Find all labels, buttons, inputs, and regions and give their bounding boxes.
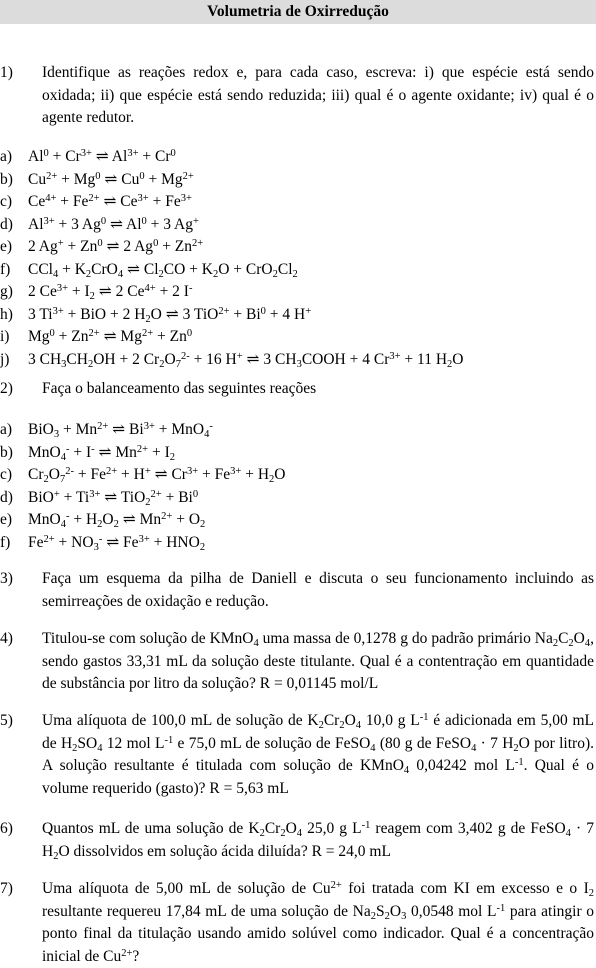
question-text: Identifique as reações redox e, para cada caso, escreva: i) que espécie está sendo oxidada; ii) que espécie está sendo reduzida; iii) qual é o agente oxidante; iv) qual é o agente redutor. — [42, 64, 594, 126]
reaction-equation: $CCl_4 + K_2CrO_4$ ⇌ $Cl_2CO + K_2O + CrO_2Cl_2$ — [28, 260, 298, 280]
document-title: Volumetria de Oxirredução — [0, 0, 596, 24]
reaction-label: a) — [0, 148, 13, 165]
reaction-label: d) — [0, 488, 13, 506]
reaction-item — [0, 304, 596, 327]
question-text: Uma alíquota de 100,0 mL de solução de $K_2Cr_2O_4$ 10,0 g $L^{-1}$ é adicionada em 5,00 mL de $H_2SO_4$ 12 mol $L^{-1}$ e 75,0 mL de solução de FeSO$_4$ (80 g de FeSO$_4$ · 7 $H_2O$ por litro). A solução resultante é titulada com solução de KMnO$_4$ 0,04242 mol $L^{-1}$. Qual é o volume requerido (gasto)? R = 5,63 mL — [42, 712, 594, 797]
reaction-list-1 — [0, 146, 596, 371]
reaction-label: f) — [0, 260, 11, 278]
reaction-label: b) — [0, 443, 13, 461]
reaction-label: j) — [0, 350, 10, 368]
question-number: 5) — [0, 712, 13, 729]
reaction-label: i) — [0, 328, 10, 345]
reaction-equation: MnO$_4$- + I- ⇌ $Mn^{2+} + I_2$ — [28, 443, 175, 463]
question-number: 6) — [0, 820, 13, 837]
reaction-item — [0, 464, 596, 487]
question-text: Titulou-se com solução de KMnO$_4$ uma massa de 0,1278 g do padrão primário $Na_2C_2O_4$, sendo gastos 33,31 mL da solução deste titulante. Qual é a contentração em quantidade de substância por litro da solução? R = 0,01145 mol/L — [42, 630, 594, 692]
reaction-equation: $Ce^{4+} + Fe^{2+}$ ⇌ $Ce^{3+} + Fe^{3+}$ — [28, 193, 192, 210]
reaction-equation: $MnO_4^- + H_2O_2$ ⇌ $Mn^{2+} + O_2$ — [28, 511, 206, 530]
question-text: Uma alíquota de 5,00 mL de solução de $Cu^{2+}$ foi tratada com KI em excesso e o $I_2$ resultante requereu 17,84 mL de uma solução de $Na_2S_2O_3$ 0,0548 mol $L^{-1}$ para atingir o ponto final da titulação usando amido solúvel como indicador. Qual é a concentração inicial de $Cu^{2+}$? — [42, 880, 594, 965]
reaction-item — [0, 532, 596, 555]
reaction-label: g) — [0, 283, 13, 300]
reaction-equation: $BiO_3 + Mn^{2+}$ ⇌ $Bi^{3+} + MnO_4^-$ — [28, 421, 213, 440]
reaction-label: f) — [0, 533, 11, 551]
reaction-item — [0, 214, 596, 237]
reaction-equation: $Fe^{2+} + NO_3^-$ ⇌ $Fe^{3+} + HNO_2$ — [28, 533, 206, 553]
reaction-label: a) — [0, 421, 13, 438]
reaction-equation: 3 $Ti^{3+}$ + BiO + 2 $H_2O$ ⇌ 3 $TiO^{2+} + Bi^0 + 4$ H+ — [28, 305, 312, 325]
reaction-equation: $Al^{3+} + 3$ Ag$^0$ ⇌ $Al^0 + 3$ Ag+ — [28, 215, 199, 233]
reaction-equation: $Al^0 + Cr^{3+}$ ⇌ $Al^{3+} + Cr^0$ — [28, 148, 176, 165]
reaction-label: d) — [0, 215, 13, 233]
reaction-label: c) — [0, 193, 13, 210]
reaction-item — [0, 349, 596, 372]
reaction-label: c) — [0, 466, 13, 483]
reaction-item — [0, 169, 596, 192]
reaction-equation: $Cr_2O_7^{2-} + Fe^{2+} + H^+$ ⇌ $Cr^{3+} + Fe^{3+} + H_2O$ — [28, 466, 286, 485]
question-number: 1) — [0, 64, 13, 81]
reaction-item — [0, 259, 596, 282]
reaction-list-2 — [0, 419, 596, 554]
reaction-label: e) — [0, 511, 13, 528]
question-number: 2) — [0, 380, 13, 397]
question-text: Faça um esquema da pilha de Daniell e discuta o seu funcionamento incluindo as semirreações de oxidação e redução. — [42, 570, 594, 610]
reaction-item — [0, 442, 596, 465]
reaction-item — [0, 191, 596, 214]
reaction-item — [0, 509, 596, 532]
reaction-item — [0, 146, 596, 169]
question-text: Quantos mL de uma solução de $K_2Cr_2O_4$ 25,0 g $L^{-1}$ reagem com 3,402 g de FeSO$_4$ · 7 $H_2O$ dissolvidos em solução ácida diluída? R = 24,0 mL — [42, 820, 594, 862]
reaction-equation: $BiO^+ + Ti^{3+}$ ⇌ $TiO_2^{2+} + Bi^0$ — [28, 488, 199, 508]
question-number: 3) — [0, 570, 13, 587]
reaction-item — [0, 326, 596, 349]
reaction-equation: $Cu^{2+} + Mg^0$ ⇌ $Cu^0 + Mg^{2+}$ — [28, 170, 194, 188]
question-number: 7) — [0, 880, 13, 897]
reaction-label: h) — [0, 305, 13, 323]
reaction-equation: $Mg^0 + Zn^{2+}$ ⇌ $Mg^{2+} + Zn^0$ — [28, 328, 193, 345]
reaction-item — [0, 419, 596, 442]
reaction-equation: 2 $Ce^{3+} + I_2$ ⇌ 2 $Ce^{4+} + 2$ I- — [28, 283, 193, 302]
reaction-item — [0, 281, 596, 304]
reaction-label: e) — [0, 238, 13, 255]
question-text: Faça o balanceamento das seguintes reações — [42, 380, 317, 397]
question-number: 4) — [0, 630, 13, 647]
reaction-label: b) — [0, 170, 13, 188]
reaction-item — [0, 236, 596, 259]
reaction-item — [0, 487, 596, 510]
reaction-equation: 2 $Ag^+ + Zn^0$ ⇌ 2 $Ag^0 + Zn^{2+}$ — [28, 238, 204, 255]
reaction-equation: 3 $CH_3CH_2OH + 2$ $Cr_2O_7^{2-} + 16$ H+ ⇌ 3 $CH_3COOH + 4$ $Cr^{3+} + 11$ $H_2O$ — [28, 350, 464, 370]
